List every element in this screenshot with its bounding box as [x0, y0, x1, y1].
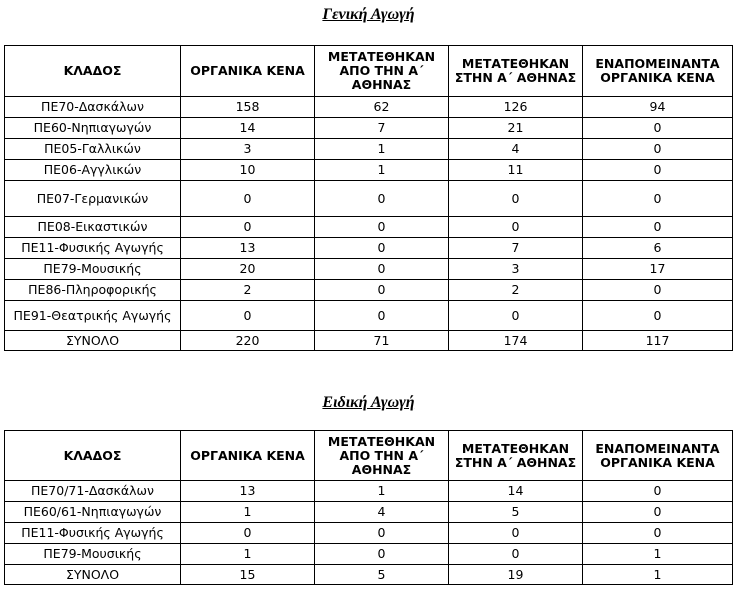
general-education-title: Γενική Αγωγή [322, 6, 415, 23]
cell-transferred-from: 7 [315, 118, 449, 139]
cell-branch: ΠΕ07-Γερμανικών [5, 181, 181, 217]
cell-branch: ΠΕ79-Μουσικής [5, 259, 181, 280]
cell-branch: ΠΕ60-Νηπιαγωγών [5, 118, 181, 139]
cell-organic-vacancies: 14 [181, 118, 315, 139]
cell-branch: ΠΕ70-Δασκάλων [5, 97, 181, 118]
special-education-title: Ειδική Αγωγή [322, 394, 415, 411]
cell-remaining-vacancies: 1 [583, 565, 733, 585]
header-transferred-to: ΜΕΤΑΤΕΘΗΚΑΝ ΣΤΗΝ Α΄ ΑΘΗΝΑΣ [449, 431, 583, 481]
cell-branch: ΠΕ11-Φυσικής Αγωγής [5, 238, 181, 259]
table-header-row [5, 46, 733, 97]
cell-transferred-to: 5 [449, 502, 583, 523]
table-row [5, 139, 733, 160]
cell-remaining-vacancies: 0 [583, 523, 733, 544]
cell-transferred-from: 1 [315, 160, 449, 181]
special-education-table [4, 430, 733, 585]
cell-organic-vacancies: 13 [181, 481, 315, 502]
header-transferred-from: ΜΕΤΑΤΕΘΗΚΑΝ ΑΠΟ ΤΗΝ Α΄ ΑΘΗΝΑΣ [315, 46, 449, 97]
cell-remaining-vacancies: 0 [583, 301, 733, 331]
table-row [5, 301, 733, 331]
cell-organic-vacancies: 15 [181, 565, 315, 585]
cell-remaining-vacancies: 0 [583, 118, 733, 139]
cell-transferred-from: 0 [315, 523, 449, 544]
cell-transferred-from: 62 [315, 97, 449, 118]
cell-organic-vacancies: 0 [181, 301, 315, 331]
cell-remaining-vacancies: 0 [583, 217, 733, 238]
cell-organic-vacancies: 158 [181, 97, 315, 118]
cell-remaining-vacancies: 0 [583, 139, 733, 160]
cell-transferred-from: 1 [315, 481, 449, 502]
cell-organic-vacancies: 0 [181, 523, 315, 544]
cell-branch: ΠΕ70/71-Δασκάλων [5, 481, 181, 502]
table-row [5, 280, 733, 301]
cell-branch: ΠΕ11-Φυσικής Αγωγής [5, 523, 181, 544]
cell-branch: ΠΕ91-Θεατρικής Αγωγής [5, 301, 181, 331]
cell-remaining-vacancies: 1 [583, 544, 733, 565]
table-row [5, 502, 733, 523]
table-row [5, 118, 733, 139]
cell-branch: ΠΕ60/61-Νηπιαγωγών [5, 502, 181, 523]
cell-remaining-vacancies: 94 [583, 97, 733, 118]
cell-transferred-to: 21 [449, 118, 583, 139]
cell-transferred-to: 0 [449, 301, 583, 331]
cell-organic-vacancies: 0 [181, 217, 315, 238]
table-total-row [5, 331, 733, 351]
cell-transferred-from: 5 [315, 565, 449, 585]
cell-branch: ΠΕ86-Πληροφορικής [5, 280, 181, 301]
cell-transferred-to: 0 [449, 217, 583, 238]
cell-transferred-to: 11 [449, 160, 583, 181]
cell-transferred-to: 4 [449, 139, 583, 160]
cell-organic-vacancies: 3 [181, 139, 315, 160]
cell-remaining-vacancies: 0 [583, 181, 733, 217]
table-row [5, 523, 733, 544]
cell-transferred-from: 0 [315, 238, 449, 259]
table-total-row [5, 565, 733, 585]
table-row [5, 544, 733, 565]
header-branch: ΚΛΑΔΟΣ [5, 46, 181, 97]
cell-transferred-from: 0 [315, 544, 449, 565]
cell-transferred-to: 0 [449, 523, 583, 544]
cell-transferred-from: 0 [315, 301, 449, 331]
cell-transferred-to: 14 [449, 481, 583, 502]
cell-transferred-to: 19 [449, 565, 583, 585]
cell-organic-vacancies: 13 [181, 238, 315, 259]
cell-remaining-vacancies: 0 [583, 502, 733, 523]
cell-transferred-from: 0 [315, 280, 449, 301]
table-row [5, 259, 733, 280]
header-transferred-from: ΜΕΤΑΤΕΘΗΚΑΝ ΑΠΟ ΤΗΝ Α΄ ΑΘΗΝΑΣ [315, 431, 449, 481]
header-transferred-to: ΜΕΤΑΤΕΘΗΚΑΝ ΣΤΗΝ Α΄ ΑΘΗΝΑΣ [449, 46, 583, 97]
cell-remaining-vacancies: 117 [583, 331, 733, 351]
cell-transferred-to: 7 [449, 238, 583, 259]
cell-branch: ΣΥΝΟΛΟ [5, 331, 181, 351]
cell-organic-vacancies: 10 [181, 160, 315, 181]
table-row [5, 181, 733, 217]
general-education-table [4, 45, 733, 351]
cell-remaining-vacancies: 17 [583, 259, 733, 280]
cell-transferred-from: 0 [315, 181, 449, 217]
cell-remaining-vacancies: 0 [583, 280, 733, 301]
cell-transferred-to: 0 [449, 181, 583, 217]
header-organic-vacancies: ΟΡΓΑΝΙΚΑ ΚΕΝΑ [181, 46, 315, 97]
cell-organic-vacancies: 0 [181, 181, 315, 217]
cell-organic-vacancies: 220 [181, 331, 315, 351]
cell-transferred-to: 126 [449, 97, 583, 118]
table-row [5, 217, 733, 238]
cell-transferred-from: 0 [315, 259, 449, 280]
cell-transferred-to: 2 [449, 280, 583, 301]
cell-branch: ΠΕ79-Μουσικής [5, 544, 181, 565]
cell-transferred-from: 4 [315, 502, 449, 523]
table-header-row [5, 431, 733, 481]
cell-organic-vacancies: 2 [181, 280, 315, 301]
cell-transferred-from: 1 [315, 139, 449, 160]
table-row [5, 97, 733, 118]
cell-remaining-vacancies: 0 [583, 481, 733, 502]
cell-branch: ΠΕ08-Εικαστικών [5, 217, 181, 238]
cell-transferred-from: 0 [315, 217, 449, 238]
cell-transferred-to: 0 [449, 544, 583, 565]
cell-organic-vacancies: 20 [181, 259, 315, 280]
cell-organic-vacancies: 1 [181, 544, 315, 565]
cell-transferred-to: 3 [449, 259, 583, 280]
header-branch: ΚΛΑΔΟΣ [5, 431, 181, 481]
table-row [5, 238, 733, 259]
cell-remaining-vacancies: 6 [583, 238, 733, 259]
table-row [5, 481, 733, 502]
table-row [5, 160, 733, 181]
cell-remaining-vacancies: 0 [583, 160, 733, 181]
header-organic-vacancies: ΟΡΓΑΝΙΚΑ ΚΕΝΑ [181, 431, 315, 481]
cell-organic-vacancies: 1 [181, 502, 315, 523]
header-remaining-vacancies: ΕΝΑΠΟΜΕΙΝΑΝΤΑ ΟΡΓΑΝΙΚΑ ΚΕΝΑ [583, 431, 733, 481]
cell-branch: ΣΥΝΟΛΟ [5, 565, 181, 585]
cell-branch: ΠΕ06-Αγγλικών [5, 160, 181, 181]
cell-transferred-from: 71 [315, 331, 449, 351]
cell-transferred-to: 174 [449, 331, 583, 351]
cell-branch: ΠΕ05-Γαλλικών [5, 139, 181, 160]
header-remaining-vacancies: ΕΝΑΠΟΜΕΙΝΑΝΤΑ ΟΡΓΑΝΙΚΑ ΚΕΝΑ [583, 46, 733, 97]
